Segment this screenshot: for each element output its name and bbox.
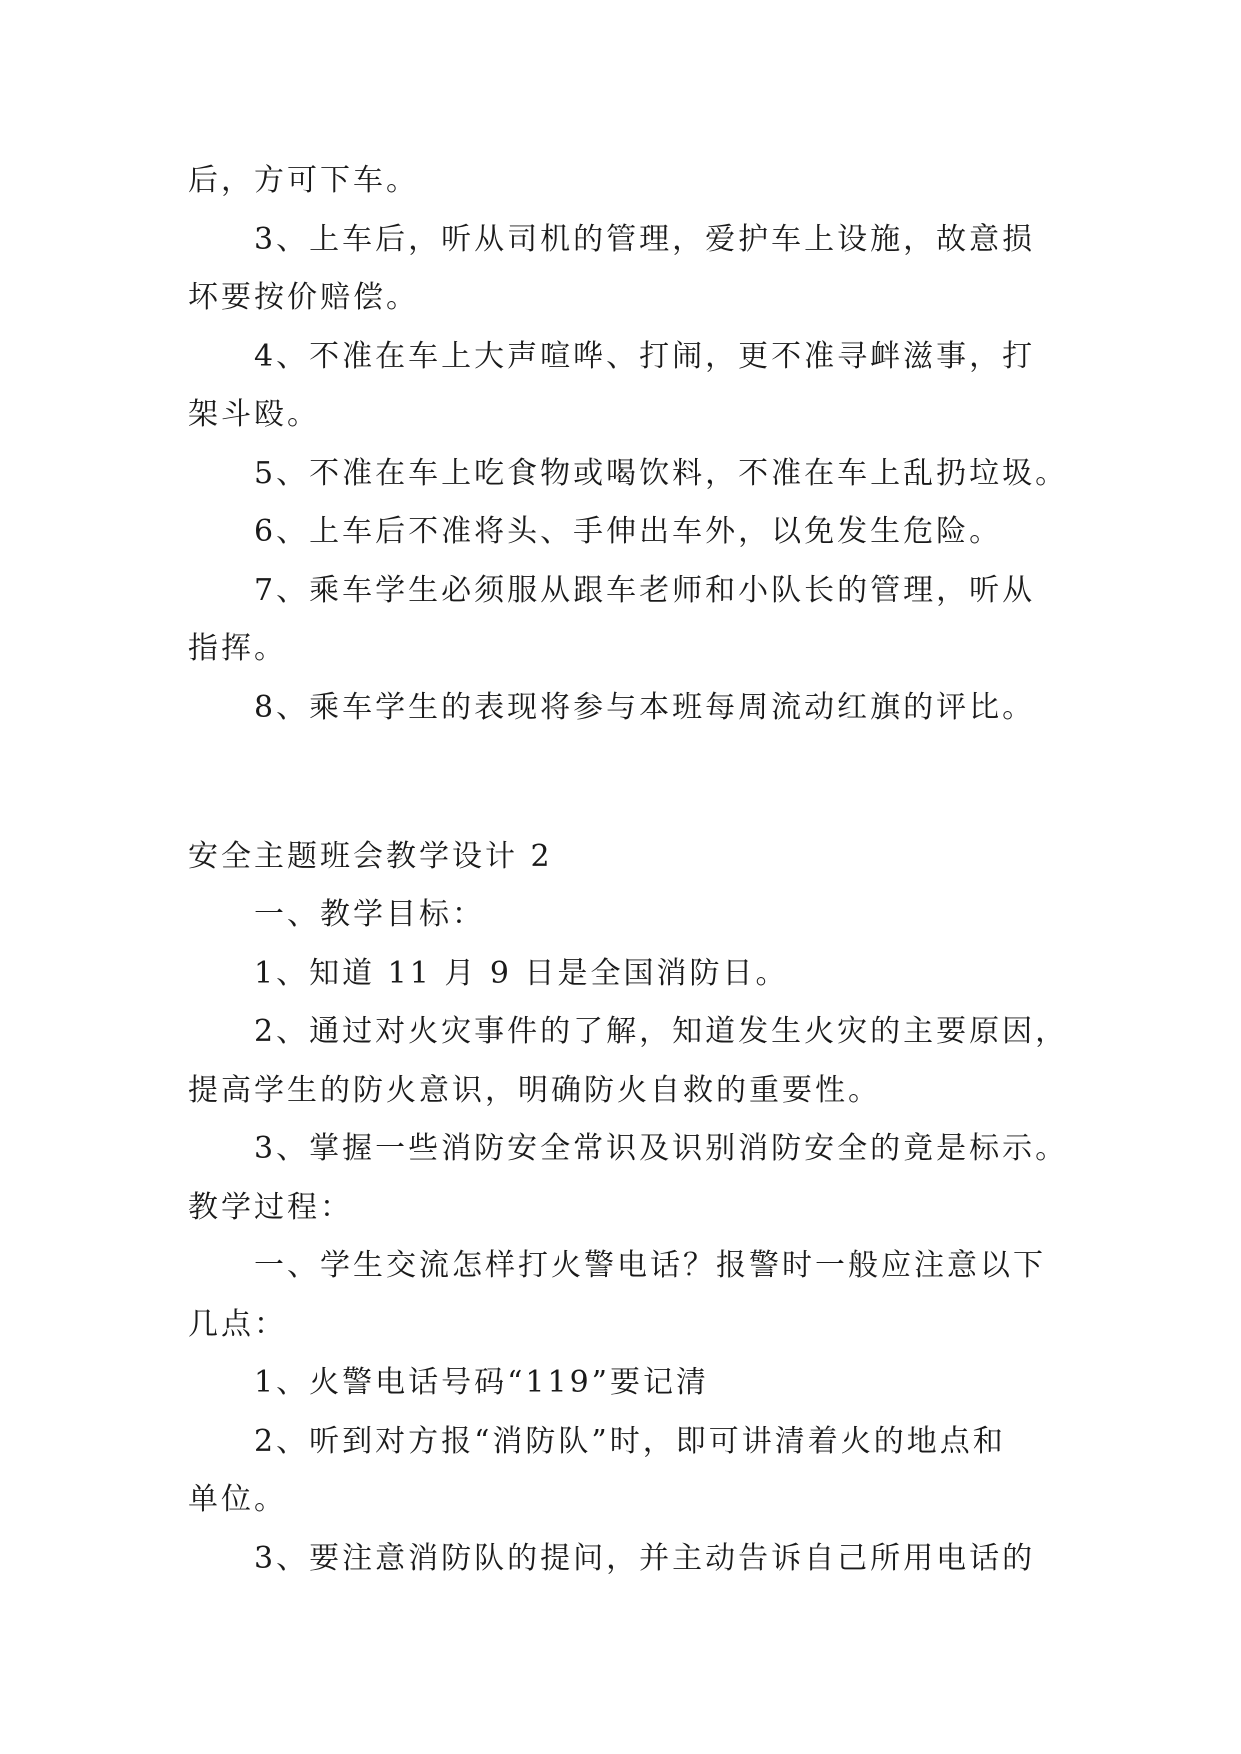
section-heading: 安全主题班会教学设计 2 — [188, 838, 553, 874]
text-line: 4、不准在车上大声喧哗、打闹，更不准寻衅滋事，打 — [254, 338, 1036, 374]
text-line: 8、乘车学生的表现将参与本班每周流动红旗的评比。 — [254, 689, 1036, 725]
document-body — [188, 152, 1068, 1588]
text-line: 坏要按价赔偿。 — [188, 280, 419, 315]
text-line: 5、不准在车上吃食物或喝饮料，不准在车上乱扔垃圾。 — [254, 455, 1069, 491]
text-line: 指挥。 — [188, 631, 287, 666]
text-line: 提高学生的防火意识，明确防火自救的重要性。 — [188, 1072, 881, 1108]
text-line: 架斗殴。 — [188, 397, 320, 432]
text-line: 单位。 — [188, 1482, 287, 1517]
text-line: 3、掌握一些消防安全常识及识别消防安全的竟是标示。 — [254, 1131, 1069, 1166]
text-line: 3、要注意消防队的提问，并主动告诉自己所用电话的 — [254, 1540, 1036, 1576]
text-line: 2、听到对方报“消防队”时，即可讲清着火的地点和 — [254, 1423, 1006, 1459]
text-line: 教学过程： — [188, 1189, 353, 1225]
text-line: 一、教学目标： — [254, 897, 485, 932]
text-line: 一、学生交流怎样打火警电话？报警时一般应注意以下 — [254, 1248, 1046, 1283]
text-line: 后，方可下车。 — [188, 163, 419, 198]
text-line: 1、火警电话号码“119”要记清 — [254, 1365, 710, 1400]
text-line: 7、乘车学生必须服从跟车老师和小队长的管理，听从 — [254, 572, 1036, 608]
text-line: 2、通过对火灾事件的了解，知道发生火灾的主要原因， — [254, 1014, 1069, 1049]
paragraph-spacer — [188, 753, 1068, 812]
text-line: 3、上车后，听从司机的管理，爱护车上设施，故意损 — [254, 221, 1036, 257]
text-line: 6、上车后不准将头、手伸出车外，以免发生危险。 — [254, 514, 1003, 549]
text-line: 几点： — [188, 1306, 287, 1342]
text-line: 1、知道 11 月 9 日是全国消防日。 — [254, 955, 789, 991]
